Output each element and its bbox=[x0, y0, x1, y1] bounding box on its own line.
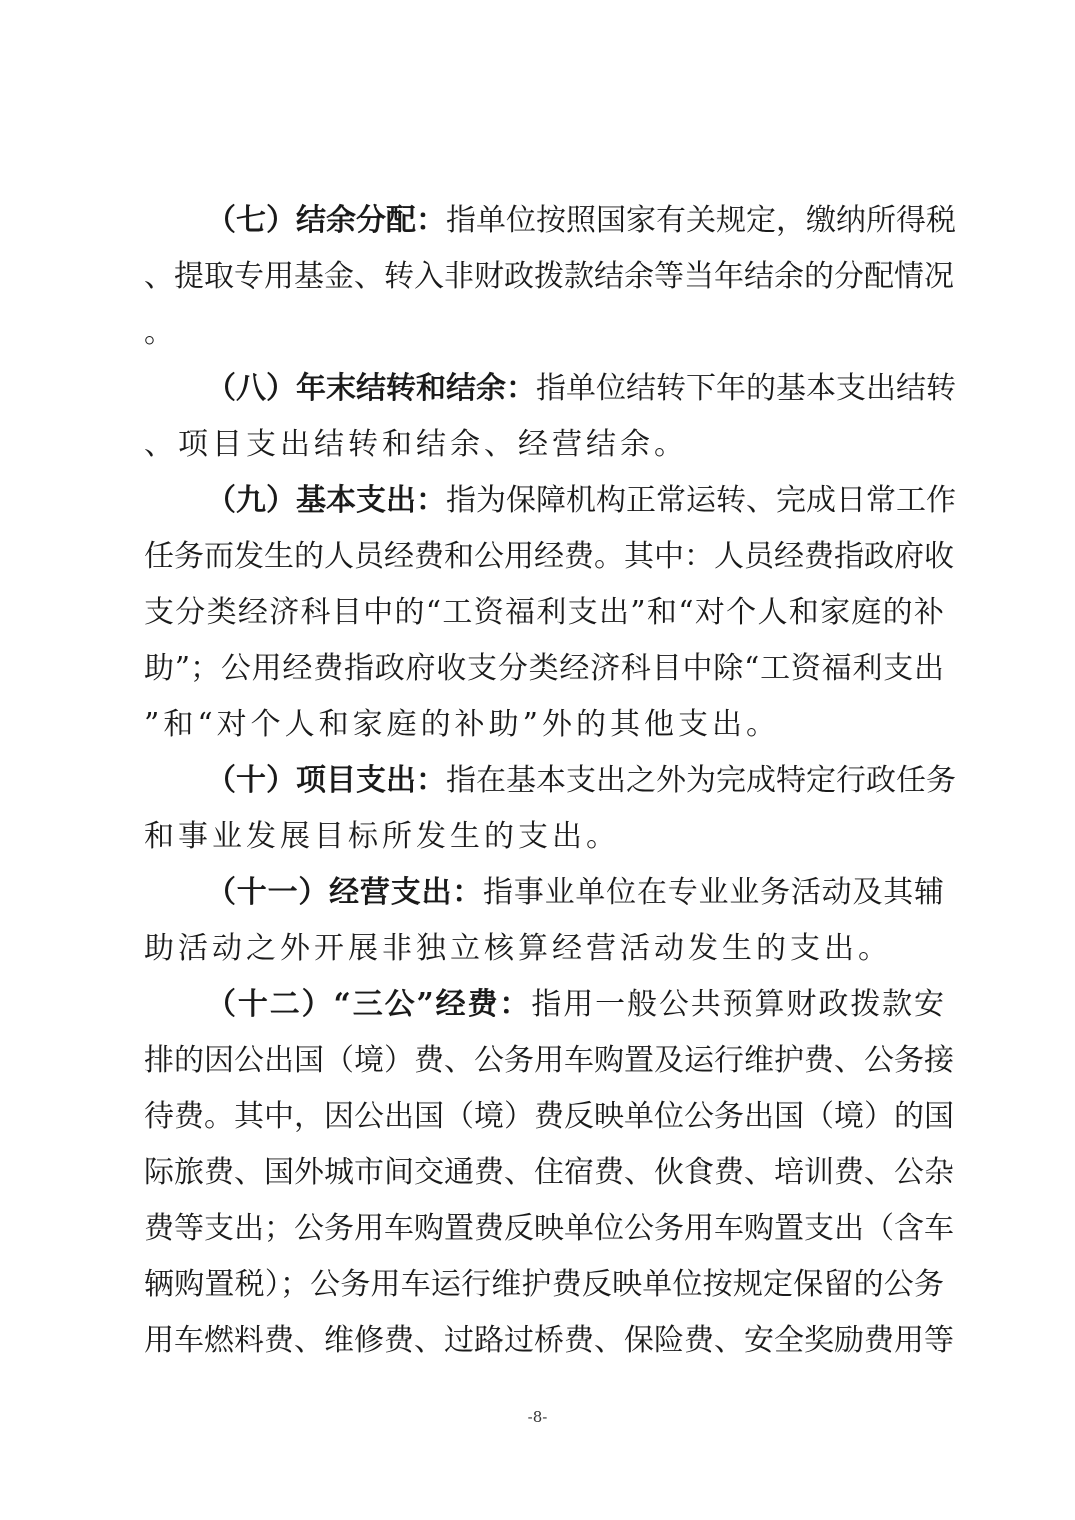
document-body bbox=[144, 193, 956, 1369]
paragraph-first-line bbox=[144, 753, 956, 809]
paragraph-first-line bbox=[144, 865, 944, 921]
paragraph-text: 指为保障机构正常运转、完成日常工作 bbox=[446, 483, 956, 518]
paragraph-line: 助”；公用经费指政府收支分类经济科目中除“工资福利支出 bbox=[144, 651, 944, 686]
paragraph-line: 际旅费、国外城市间交通费、住宿费、伙食费、培训费、公杂 bbox=[144, 1155, 954, 1190]
paragraph-line: 、提取专用基金、转入非财政拨款结余等当年结余的分配情况 bbox=[144, 259, 954, 294]
paragraph-line: 排的因公出国（境）费、公务用车购置及运行维护费、公务接 bbox=[144, 1043, 954, 1078]
paragraph-heading: （八）年末结转和结余： bbox=[206, 371, 536, 406]
paragraph-heading: （九）基本支出： bbox=[206, 483, 446, 518]
paragraph-first-line bbox=[144, 473, 956, 529]
paragraph-line: 和事业发展目标所发生的支出。 bbox=[144, 819, 620, 854]
paragraph-first-line bbox=[144, 193, 956, 249]
paragraph-first-line bbox=[144, 361, 956, 417]
paragraph-xiangmu-zhichu bbox=[144, 753, 956, 865]
paragraph-line: 支分类经济科目中的“工资福利支出”和“对个人和家庭的补 bbox=[144, 595, 944, 630]
paragraph-jingying-zhichu bbox=[144, 865, 944, 977]
paragraph-line: 费等支出；公务用车购置费反映单位公务用车购置支出（含车 bbox=[144, 1211, 954, 1246]
paragraph-text: 指单位结转下年的基本支出结转 bbox=[536, 371, 956, 406]
paragraph-heading: （十）项目支出： bbox=[206, 763, 446, 798]
paragraph-line: 。 bbox=[144, 315, 178, 350]
paragraph-line: 待费。其中，因公出国（境）费反映单位公务出国（境）的国 bbox=[144, 1099, 954, 1134]
paragraph-text: 指事业单位在专业业务活动及其辅 bbox=[483, 875, 945, 910]
paragraph-heading: （十一）经营支出： bbox=[206, 875, 484, 910]
paragraph-sangong-jingfei bbox=[144, 977, 954, 1369]
paragraph-jiben-zhichu bbox=[144, 473, 956, 753]
paragraph-line: 、项目支出结转和结余、经营结余。 bbox=[144, 427, 688, 462]
paragraph-first-line bbox=[144, 977, 944, 1033]
paragraph-heading: （十二）“三公”经费： bbox=[206, 987, 532, 1022]
paragraph-line: 任务而发生的人员经费和公用经费。其中：人员经费指政府收 bbox=[144, 539, 954, 574]
paragraph-jieyu-fenpei bbox=[144, 193, 956, 361]
paragraph-nianmo-jiezhuan bbox=[144, 361, 956, 473]
paragraph-heading: （七）结余分配： bbox=[206, 203, 446, 238]
paragraph-line: 助活动之外开展非独立核算经营活动发生的支出。 bbox=[144, 931, 892, 966]
paragraph-line: ”和“对个人和家庭的补助”外的其他支出。 bbox=[144, 707, 781, 742]
paragraph-text: 指在基本支出之外为完成特定行政任务 bbox=[446, 763, 956, 798]
page-number: -8- bbox=[527, 1408, 548, 1426]
paragraph-line: 用车燃料费、维修费、过路过桥费、保险费、安全奖励费用等 bbox=[144, 1323, 954, 1358]
paragraph-line: 辆购置税）；公务用车运行维护费反映单位按规定保留的公务 bbox=[144, 1267, 944, 1302]
paragraph-text: 指单位按照国家有关规定，缴纳所得税 bbox=[446, 203, 956, 238]
paragraph-text: 指用一般公共预算财政拨款安 bbox=[531, 987, 944, 1022]
